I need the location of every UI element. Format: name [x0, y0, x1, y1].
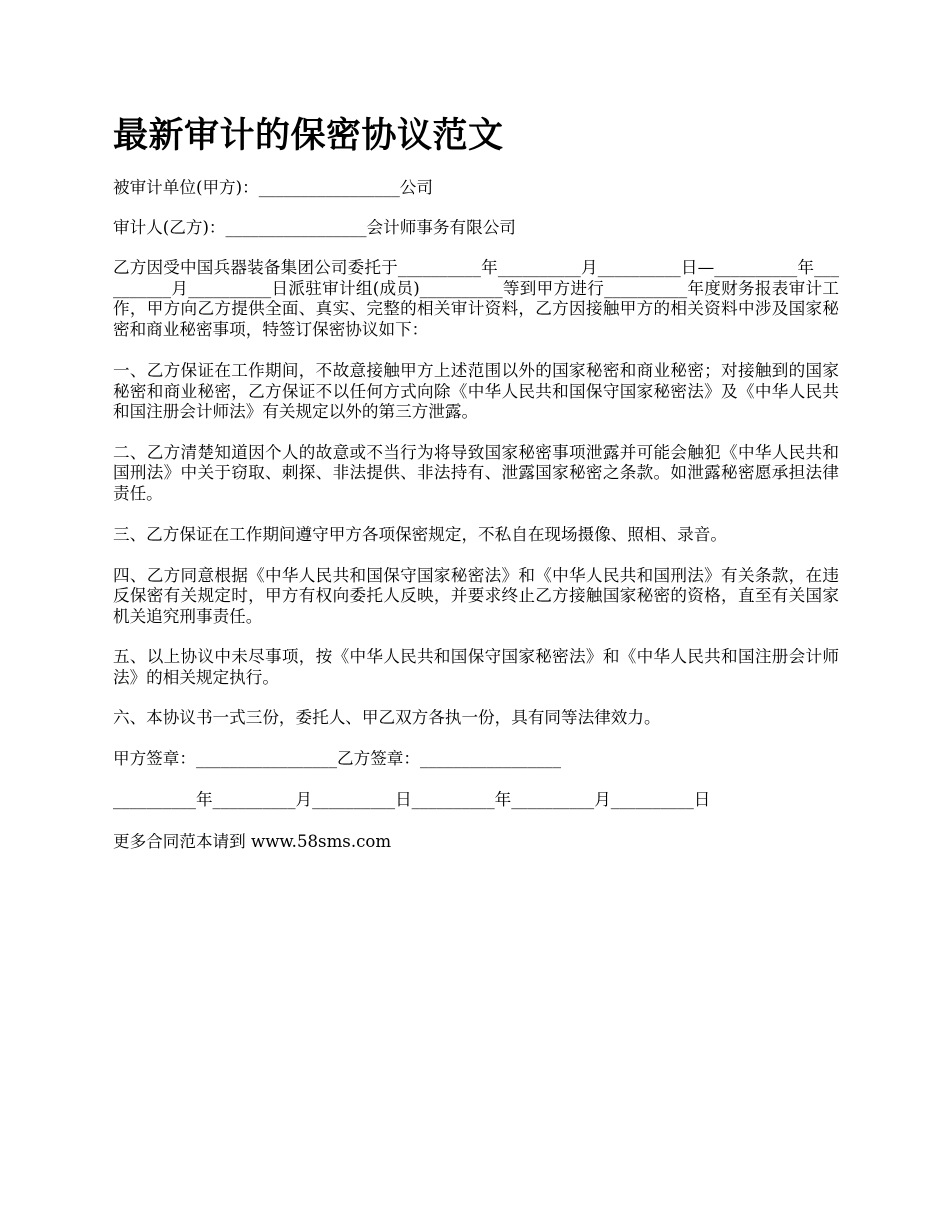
document-title: 最新审计的保密协议范文: [113, 116, 504, 156]
intro-paragraph: 乙方因受中国兵器装备集团公司委托于__________年__________月__________日—__________年__________月__________日派驻审计组(成员)__________等到甲方进行__________年度财务报表审计工作，甲方向乙方提供全面、真实、完整的相关审计资料，乙方因接触甲方的相关资料中涉及国家秘密和商业秘密事项，特签订保密协议如下：: [113, 258, 839, 339]
clause-4: 四、乙方同意根据《中华人民共和国保守国家秘密法》和《中华人民共和国刑法》有关条款，在违反保密有关规定时，甲方有权向委托人反映，并要求终止乙方接触国家秘密的资格，直至有关国家机关追究刑事责任。: [113, 565, 839, 626]
date-line: __________年__________月__________日__________年__________月__________日: [113, 790, 711, 809]
document-page: [113, 0, 839, 852]
clause-3: 三、乙方保证在工作期间遵守甲方各项保密规定，不私自在现场摄像、照相、录音。: [113, 525, 727, 544]
signature-line: 甲方签章：_________________乙方签章：_________________: [113, 748, 562, 768]
more-templates-note: 更多合同范本请到 www.58sms.com: [113, 831, 392, 851]
clause-1: 一、乙方保证在工作期间，不故意接触甲方上述范围以外的国家秘密和商业秘密；对接触到的国家秘密和商业秘密，乙方保证不以任何方式向除《中华人民共和国保守国家秘密法》及《中华人民共和国注册会计师法》有关规定以外的第三方泄露。: [113, 361, 839, 421]
clause-6: 六、本协议书一式三份，委托人、甲乙双方各执一份，具有同等法律效力。: [113, 708, 661, 727]
clause-2: 二、乙方清楚知道因个人的故意或不当行为将导致国家秘密事项泄露并可能会触犯《中华人民共和国刑法》中关于窃取、刺探、非法提供、非法持有、泄露国家秘密之条款。如泄露秘密愿承担法律责任。: [113, 442, 839, 503]
clause-5: 五、以上协议中未尽事项，按《中华人民共和国保守国家秘密法》和《中华人民共和国注册会计师法》的相关规定执行。: [113, 647, 839, 687]
auditor-line: 审计人(乙方)：_________________会计师事务有限公司: [113, 217, 516, 237]
audited-unit-line: 被审计单位(甲方)：_________________公司: [113, 178, 433, 197]
